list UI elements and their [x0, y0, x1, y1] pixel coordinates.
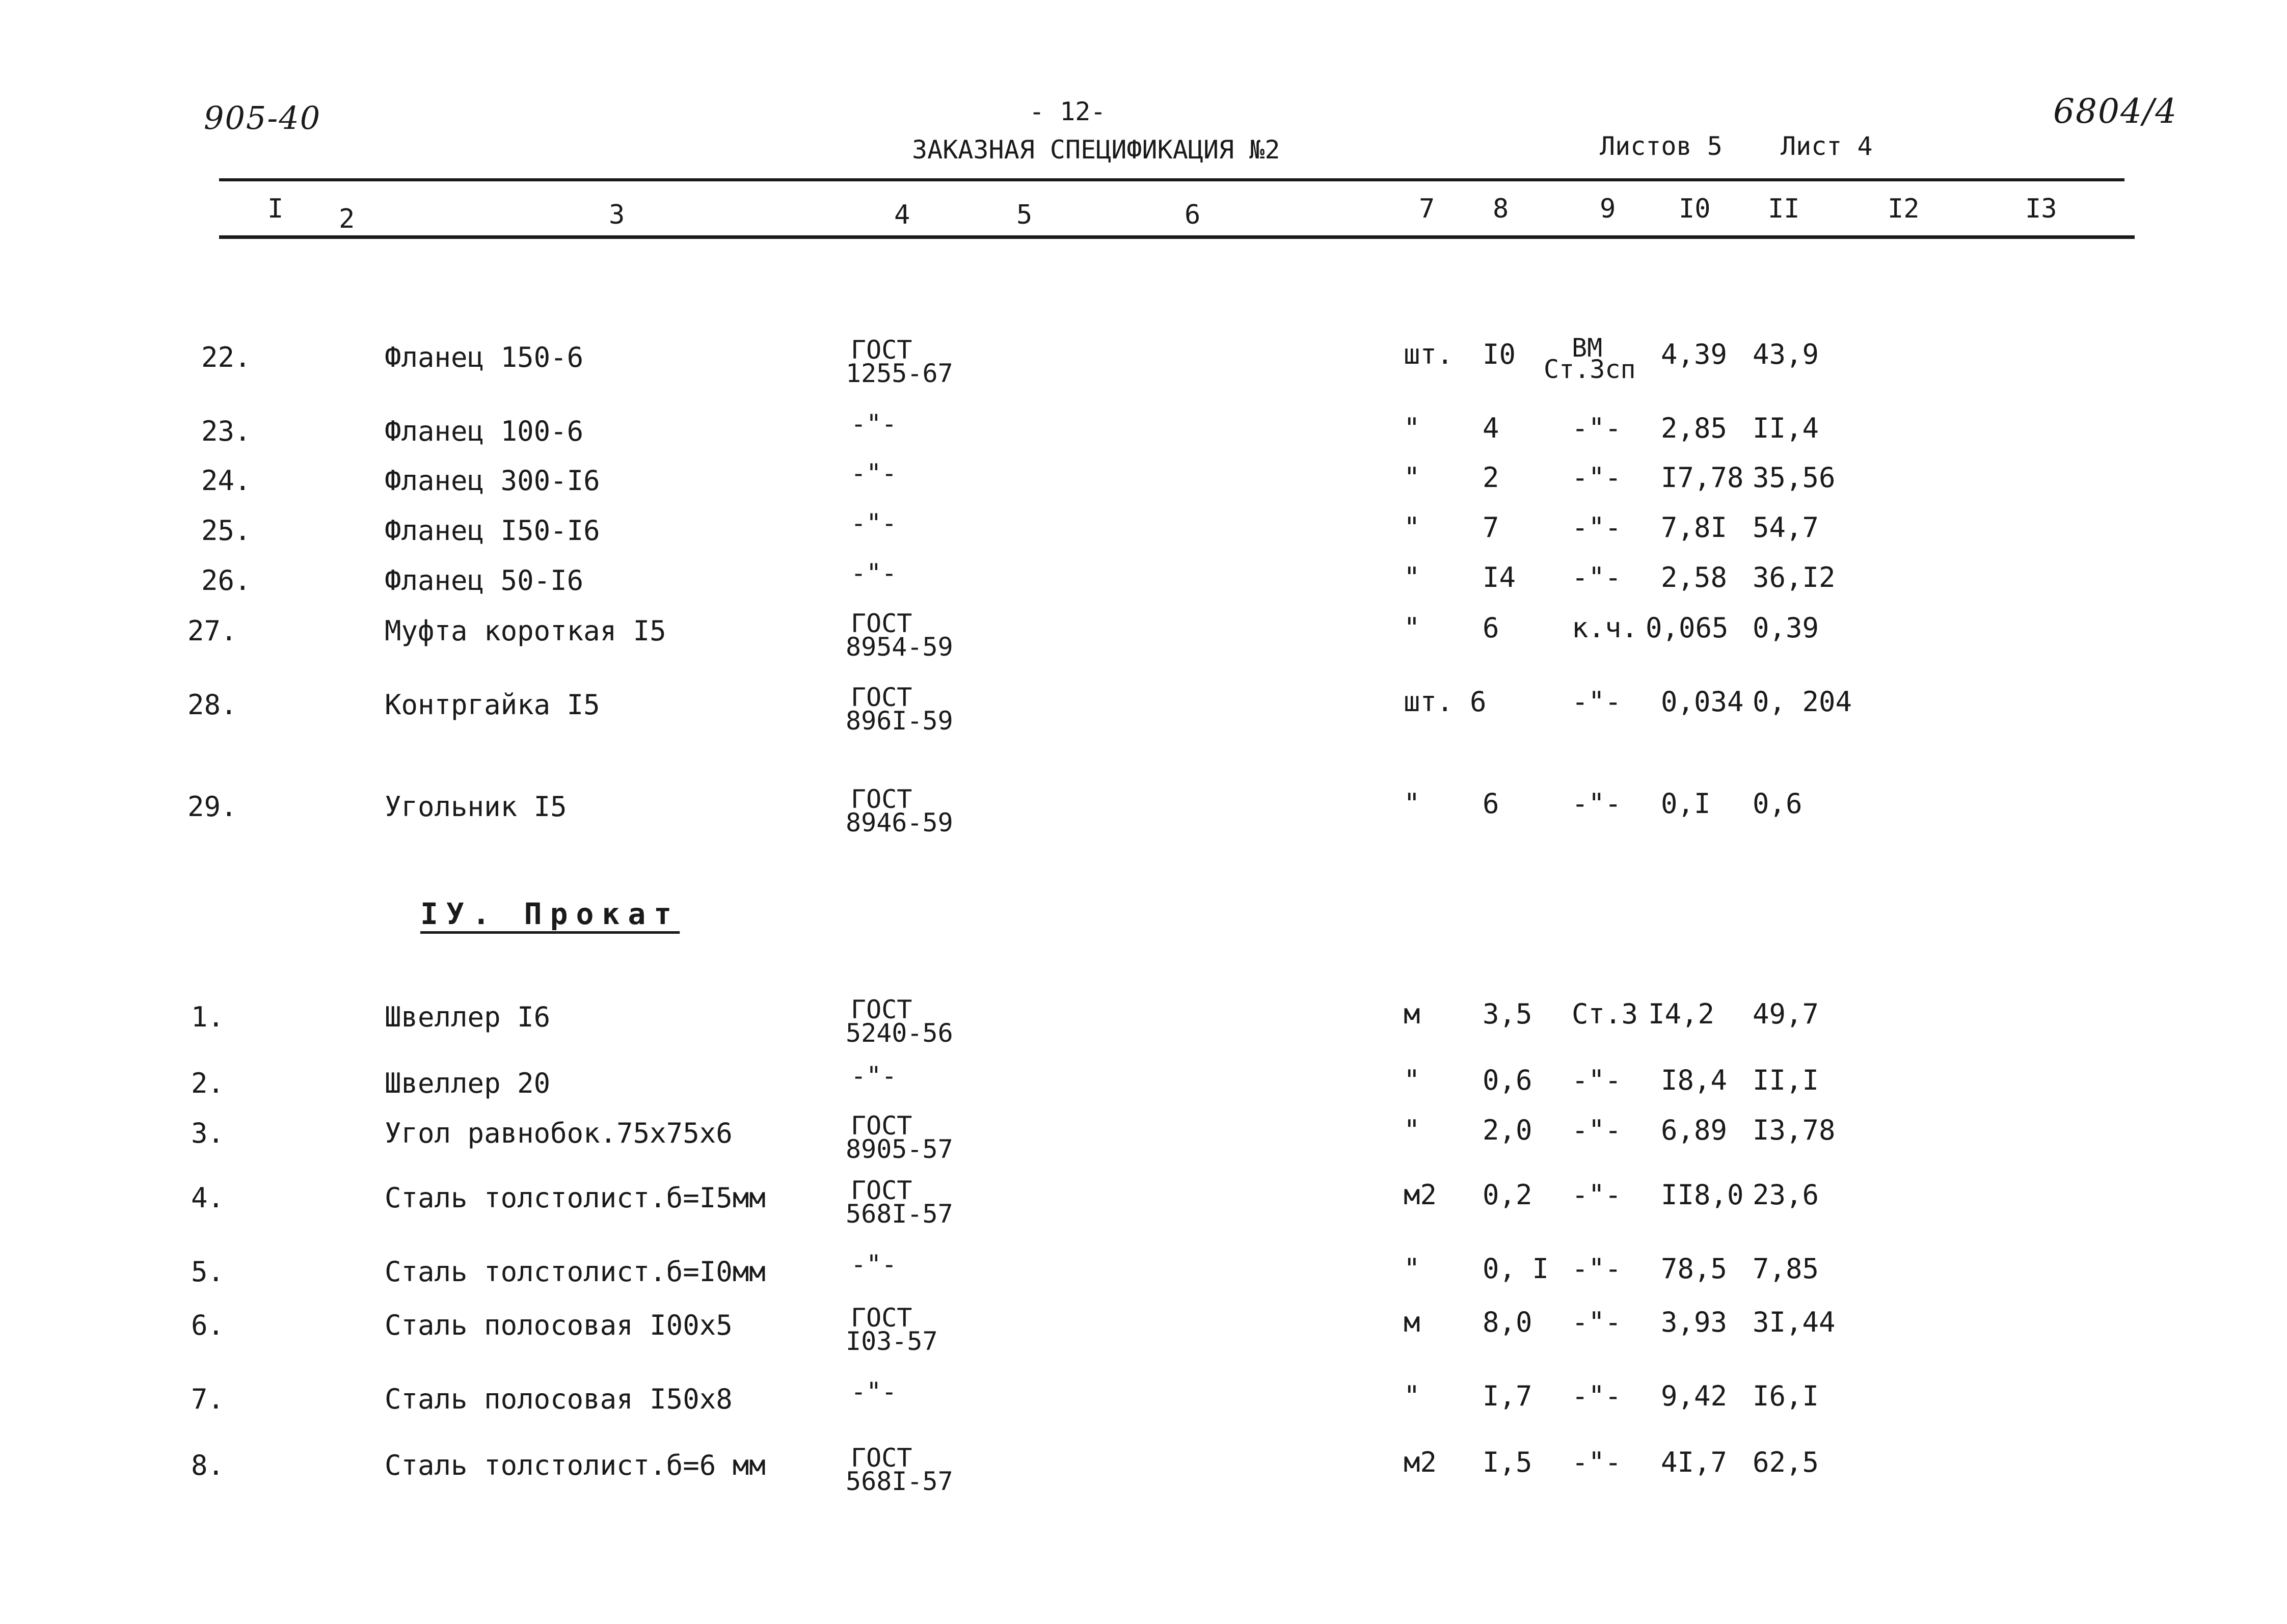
document-code: 905-40 [204, 99, 321, 137]
total-mass: I3,78 [1753, 1114, 1836, 1146]
item-name: Сталь полосовая I00x5 [385, 1309, 733, 1341]
standard-line-2: 568I-57 [846, 1199, 953, 1229]
unit-mass: I4,2 [1648, 998, 1715, 1030]
row-number: 5. [191, 1256, 225, 1288]
unit: " [1404, 412, 1420, 444]
standard-line-1: -"- [851, 508, 897, 538]
total-mass: 36,I2 [1753, 561, 1836, 593]
quantity: 2,0 [1483, 1114, 1532, 1146]
column-number: 4 [894, 200, 910, 230]
unit-mass: 0,034 [1661, 686, 1744, 718]
standard-line-2: 5240-56 [846, 1018, 953, 1048]
item-name: Сталь полосовая I50x8 [385, 1383, 733, 1415]
total-mass: II,I [1753, 1064, 1819, 1096]
item-name: Фланец 50-I6 [385, 564, 584, 597]
row-number: 8. [191, 1449, 225, 1481]
item-name: Фланец I50-I6 [385, 515, 600, 547]
standard-line-2: I03-57 [846, 1327, 938, 1356]
quantity: I,7 [1483, 1380, 1532, 1412]
item-name: Сталь толстолист.б=I0мм [385, 1256, 766, 1288]
unit: м [1404, 1306, 1420, 1338]
item-name: Муфта короткая I5 [385, 615, 666, 647]
standard-line-1: -"- [851, 1061, 897, 1091]
unit: " [1404, 788, 1420, 820]
material: -"- [1572, 511, 1622, 544]
quantity: 4 [1483, 412, 1499, 444]
quantity: 0,6 [1483, 1064, 1532, 1096]
material: -"- [1572, 1114, 1622, 1146]
row-number: 3. [191, 1117, 225, 1149]
unit-mass: 4,39 [1661, 338, 1728, 370]
unit: " [1404, 1114, 1420, 1146]
unit-mass: 6,89 [1661, 1114, 1728, 1146]
quantity: I4 [1483, 561, 1516, 593]
standard-line-2: 8946-59 [846, 808, 953, 837]
item-name: Швеллер 20 [385, 1067, 551, 1099]
page-title: ЗАКАЗНАЯ СПЕЦИФИКАЦИЯ №2 [912, 135, 1280, 165]
column-number: II [1768, 194, 1800, 224]
standard-line-1: ГОСТ [851, 1303, 912, 1333]
item-name: Сталь толстолист.б=I5мм [385, 1182, 766, 1214]
unit: м2 [1404, 1179, 1437, 1211]
row-number: 24. [201, 465, 251, 497]
item-name: Фланец 150-6 [385, 341, 584, 373]
material: -"- [1572, 412, 1622, 444]
header-top-rule [219, 178, 2124, 181]
unit: " [1404, 1380, 1420, 1412]
item-name: Фланец 100-6 [385, 415, 584, 447]
quantity: I,5 [1483, 1446, 1532, 1478]
row-number: 1. [191, 1001, 225, 1033]
archive-stamp: 6804/4 [2053, 92, 2178, 131]
standard-line-1: -"- [851, 409, 897, 439]
unit: " [1404, 612, 1420, 644]
unit-mass: 4I,7 [1661, 1446, 1728, 1478]
unit-mass: II8,0 [1661, 1179, 1744, 1211]
item-name: Швеллер I6 [385, 1001, 551, 1033]
column-number: I3 [2025, 194, 2057, 224]
row-number: 26. [201, 564, 251, 597]
column-number: I2 [1888, 194, 1920, 224]
material: -"- [1572, 1253, 1622, 1285]
row-number: 25. [201, 515, 251, 547]
unit: шт. [1404, 338, 1454, 370]
unit-mass: 2,85 [1661, 412, 1728, 444]
unit: " [1404, 1253, 1420, 1285]
material: -"- [1572, 561, 1622, 593]
quantity: 7 [1483, 511, 1499, 544]
total-mass: 3I,44 [1753, 1306, 1836, 1338]
unit: " [1404, 462, 1420, 494]
column-number: 7 [1419, 194, 1435, 224]
row-number: 29. [187, 791, 237, 823]
row-number: 23. [201, 415, 251, 447]
standard-line-2: 568I-57 [846, 1467, 953, 1496]
page-marker: - 12- [1029, 97, 1106, 126]
item-name: Контргайка I5 [385, 689, 600, 721]
column-number: I0 [1679, 194, 1711, 224]
quantity: 0, I [1483, 1253, 1549, 1285]
standard-line-1: ГОСТ [851, 609, 912, 638]
material: -"- [1572, 1446, 1622, 1478]
standard-line-1: -"- [851, 1250, 897, 1279]
item-name: Угольник I5 [385, 791, 567, 823]
total-mass: 23,6 [1753, 1179, 1819, 1211]
unit-mass: 3,93 [1661, 1306, 1728, 1338]
quantity: 2 [1483, 462, 1499, 494]
row-number: 4. [191, 1182, 225, 1214]
unit: " [1404, 561, 1420, 593]
total-mass: 0,39 [1753, 612, 1819, 644]
material: -"- [1572, 462, 1622, 494]
unit-mass: I7,78 [1661, 462, 1744, 494]
column-number: 8 [1493, 194, 1509, 224]
total-mass: 43,9 [1753, 338, 1819, 370]
column-number: I [267, 194, 284, 224]
standard-line-2: 8954-59 [846, 632, 953, 662]
row-number: 2. [191, 1067, 225, 1099]
row-number: 6. [191, 1309, 225, 1341]
standard-line-1: ГОСТ [851, 784, 912, 814]
material: -"- [1572, 686, 1622, 718]
material-line-2: Ст.3сп [1544, 355, 1636, 384]
total-mass: 0,6 [1753, 788, 1802, 820]
material: Ст.3 [1572, 998, 1638, 1030]
total-mass: 49,7 [1753, 998, 1819, 1030]
unit-mass: 78,5 [1661, 1253, 1728, 1285]
sheets-total: Листов 5 [1600, 131, 1723, 161]
material-line-1: ВМ [1572, 333, 1603, 363]
unit-mass: 9,42 [1661, 1380, 1728, 1412]
quantity: 6 [1483, 612, 1499, 644]
standard-line-1: -"- [851, 1377, 897, 1406]
material: -"- [1572, 1064, 1622, 1096]
standard-line-1: ГОСТ [851, 1111, 912, 1141]
column-number: 9 [1600, 194, 1616, 224]
standard-line-2: 8905-57 [846, 1134, 953, 1164]
unit: м2 [1404, 1446, 1437, 1478]
total-mass: 54,7 [1753, 511, 1819, 544]
unit: м [1404, 998, 1420, 1030]
unit: шт. 6 [1404, 686, 1487, 718]
standard-line-1: ГОСТ [851, 1176, 912, 1205]
unit: " [1404, 511, 1420, 544]
unit-mass: 7,8I [1661, 511, 1728, 544]
row-number: 7. [191, 1383, 225, 1415]
row-number: 22. [201, 341, 251, 373]
column-number: 6 [1185, 200, 1201, 230]
column-number: 2 [339, 204, 355, 234]
unit-mass: 0,065 [1646, 612, 1729, 644]
header-bottom-rule [219, 235, 2135, 239]
item-name: Сталь толстолист.б=6 мм [385, 1449, 766, 1481]
section-title: IУ. Прокат [420, 897, 680, 931]
total-mass: 35,56 [1753, 462, 1836, 494]
material: к.ч. [1572, 612, 1638, 644]
column-number: 3 [609, 200, 625, 230]
unit-mass: 0,I [1661, 788, 1711, 820]
quantity: 6 [1483, 788, 1499, 820]
material: -"- [1572, 1380, 1622, 1412]
total-mass: II,4 [1753, 412, 1819, 444]
material: -"- [1572, 788, 1622, 820]
standard-line-2: 1255-67 [846, 359, 953, 388]
sheet-number: Лист 4 [1781, 131, 1873, 161]
standard-line-1: ГОСТ [851, 683, 912, 712]
quantity: 8,0 [1483, 1306, 1532, 1338]
column-number: 5 [1016, 200, 1033, 230]
unit-mass: 2,58 [1661, 561, 1728, 593]
total-mass: 0, 204 [1753, 686, 1852, 718]
total-mass: I6,I [1753, 1380, 1819, 1412]
total-mass: 62,5 [1753, 1446, 1819, 1478]
item-name: Угол равнобок.75x75x6 [385, 1117, 733, 1149]
unit: " [1404, 1064, 1420, 1096]
row-number: 28. [187, 689, 237, 721]
standard-line-1: ГОСТ [851, 335, 912, 365]
standard-line-2: 896I-59 [846, 706, 953, 736]
unit-mass: I8,4 [1661, 1064, 1728, 1096]
material: -"- [1572, 1179, 1622, 1211]
standard-line-1: -"- [851, 458, 897, 488]
row-number: 27. [187, 615, 237, 647]
standard-line-1: -"- [851, 558, 897, 588]
material: -"- [1572, 1306, 1622, 1338]
standard-line-1: ГОСТ [851, 995, 912, 1024]
standard-line-1: ГОСТ [851, 1443, 912, 1473]
item-name: Фланец 300-I6 [385, 465, 600, 497]
quantity: 3,5 [1483, 998, 1532, 1030]
quantity: I0 [1483, 338, 1516, 370]
quantity: 0,2 [1483, 1179, 1532, 1211]
total-mass: 7,85 [1753, 1253, 1819, 1285]
